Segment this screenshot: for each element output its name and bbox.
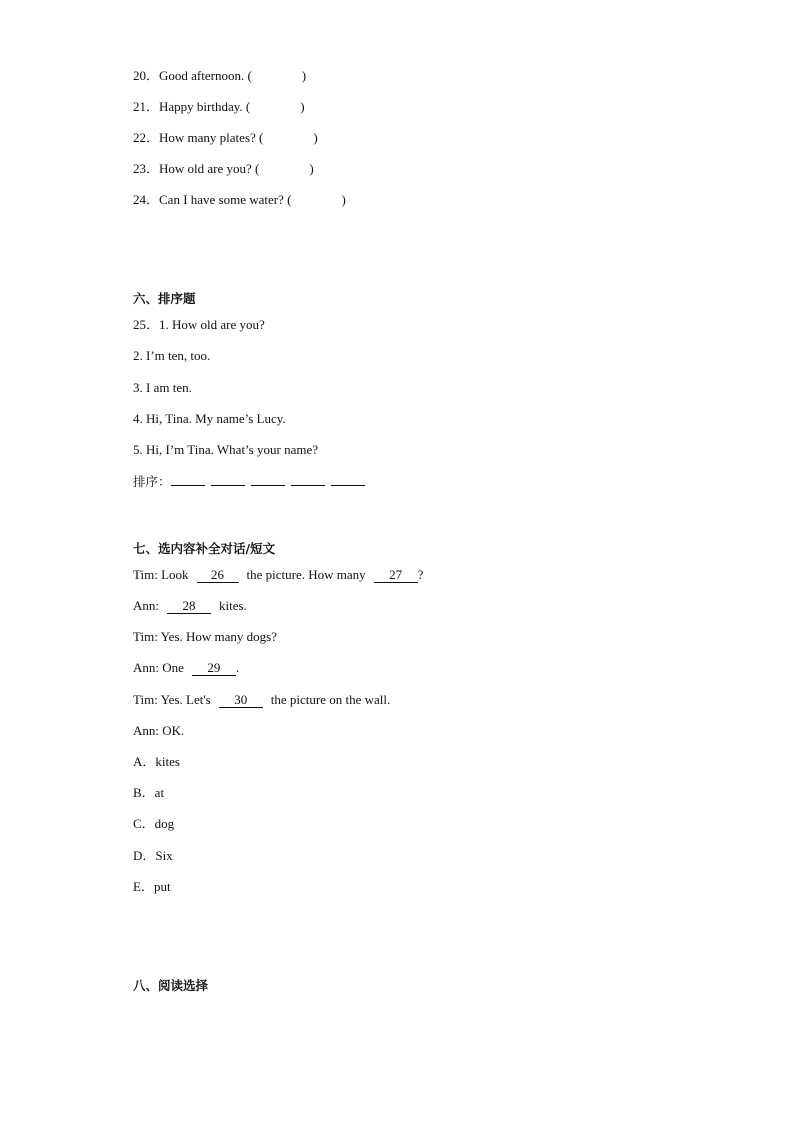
- q25-line-3: 3. I am ten.: [133, 380, 192, 395]
- order-answer-row: 排序：: [133, 473, 371, 490]
- option-c: C．dog: [133, 816, 175, 831]
- question-23: 23．How old are you? ( ): [133, 161, 314, 176]
- blank-30[interactable]: 30: [219, 693, 263, 708]
- section-7-heading: 七、选内容补全对话/短文: [133, 541, 276, 556]
- order-blank-4[interactable]: [291, 473, 325, 486]
- dialogue-line-5: Tim: Yes. Let's 30 the picture on the wall.: [133, 692, 391, 707]
- option-a: A．kites: [133, 754, 180, 769]
- dialogue-line-2: Ann: 28 kites.: [133, 598, 247, 613]
- option-e: E．put: [133, 879, 171, 894]
- dialogue-line-6: Ann: OK.: [133, 723, 185, 738]
- question-21: 21．Happy birthday. ( ): [133, 99, 305, 114]
- question-20: 20．Good afternoon. ( ): [133, 68, 307, 83]
- option-b: B．at: [133, 785, 165, 800]
- dialogue-line-3: Tim: Yes. How many dogs?: [133, 629, 277, 644]
- blank-27[interactable]: 27: [374, 568, 418, 583]
- order-blank-5[interactable]: [331, 473, 365, 486]
- blank-29[interactable]: 29: [192, 661, 236, 676]
- question-22: 22．How many plates? ( ): [133, 130, 318, 145]
- section-6-heading: 六、排序题: [133, 291, 196, 306]
- q25-line-5: 5. Hi, I’m Tina. What’s your name?: [133, 442, 318, 457]
- order-blank-1[interactable]: [171, 473, 205, 486]
- q25-line-2: 2. I’m ten, too.: [133, 348, 211, 363]
- question-24: 24．Can I have some water? ( ): [133, 192, 346, 207]
- order-blank-2[interactable]: [211, 473, 245, 486]
- section-8-heading: 八、阅读选择: [133, 978, 209, 993]
- option-d: D．Six: [133, 848, 173, 863]
- q25-line-1: 25．1. How old are you?: [133, 317, 265, 332]
- blank-26[interactable]: 26: [197, 568, 239, 583]
- q25-line-4: 4. Hi, Tina. My name’s Lucy.: [133, 411, 286, 426]
- dialogue-line-4: Ann: One 29 .: [133, 660, 240, 675]
- order-blank-3[interactable]: [251, 473, 285, 486]
- dialogue-line-1: Tim: Look 26 the picture. How many 27 ?: [133, 567, 424, 582]
- blank-28[interactable]: 28: [167, 599, 211, 614]
